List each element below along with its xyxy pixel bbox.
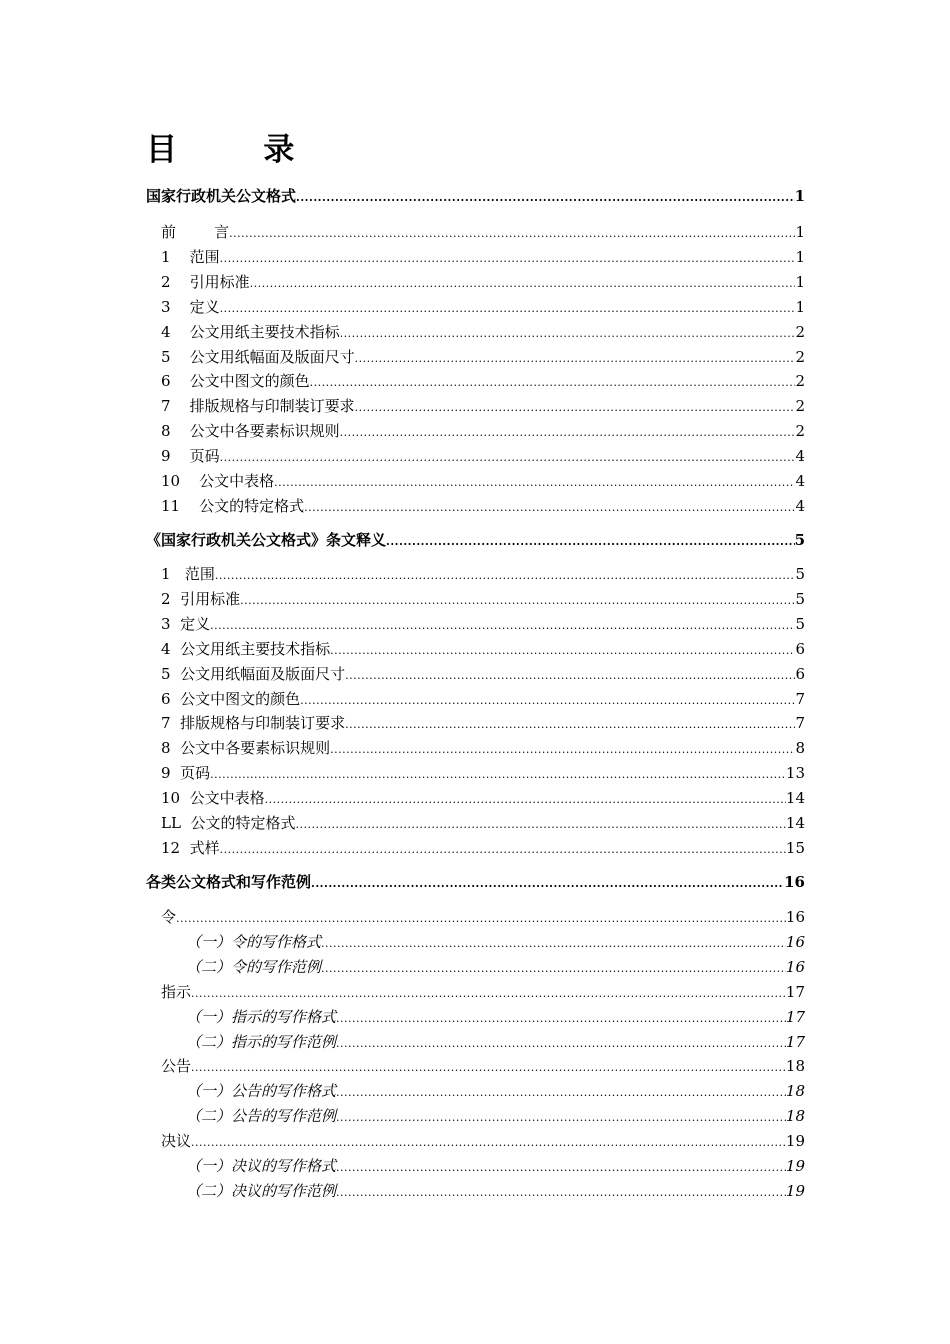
toc-page-number: 2 (795, 372, 805, 390)
toc-entry[interactable] (161, 905, 805, 929)
toc-entry-label: 1 范围 (161, 248, 220, 266)
toc-entry-label: 4 公文用纸主要技术指标 (161, 323, 340, 341)
toc-entry-label: （一）指示的写作格式 (186, 1008, 337, 1026)
toc-entry-label: 7 排版规格与印制装订要求 (161, 714, 346, 732)
toc-page-number: 13 (785, 764, 805, 782)
dot-leader (295, 813, 785, 837)
toc-entry-label: 10 公文中表格 (161, 472, 275, 490)
toc-entry-label: 决议 (161, 1132, 192, 1150)
toc-entry-label: （二）令的写作范例 (186, 958, 322, 976)
toc-entry[interactable] (161, 1054, 805, 1078)
toc-page-number: 6 (795, 665, 805, 683)
toc-page-number: 4 (795, 497, 805, 515)
toc-entry[interactable] (161, 587, 805, 611)
toc-entry-label: 2 引用标准 (161, 273, 250, 291)
dot-leader (321, 957, 786, 981)
dot-leader (220, 297, 796, 321)
dot-leader (330, 639, 795, 663)
toc-entry-label: （二）公告的写作范例 (186, 1107, 337, 1125)
toc-entry[interactable] (161, 270, 805, 294)
toc-page-number: 16 (785, 933, 805, 951)
dot-leader (386, 530, 795, 554)
dot-leader (191, 1131, 786, 1155)
toc-entry[interactable] (161, 980, 805, 1004)
toc-page-number: 2 (795, 323, 805, 341)
dot-leader (220, 247, 796, 271)
toc-entry[interactable] (161, 612, 805, 636)
toc-page-number: 4 (795, 472, 805, 490)
toc-page-number: 7 (795, 714, 805, 732)
dot-leader (220, 446, 796, 470)
toc-subentry[interactable] (186, 1104, 805, 1128)
toc-entry-label: （一）决议的写作格式 (186, 1157, 337, 1175)
toc-entry-label: 8 公文中各要素标识规则 (161, 422, 340, 440)
toc-page-number: 8 (795, 739, 805, 757)
toc-page-number: 2 (795, 397, 805, 415)
toc-entry-label: 12 式样 (161, 839, 220, 857)
toc-section-heading[interactable] (146, 870, 805, 894)
toc-entry[interactable] (161, 419, 805, 443)
toc-page-number: 18 (785, 1107, 805, 1125)
dot-leader (310, 371, 796, 395)
toc-entry-label: 1 范围 (161, 565, 215, 583)
toc-page-number: 5 (795, 590, 805, 608)
toc-page-number: 17 (785, 1033, 805, 1051)
toc-entry[interactable] (161, 369, 805, 393)
toc-page-number: 7 (795, 690, 805, 708)
toc-entry-label: 6 公文中图文的颜色 (161, 372, 310, 390)
toc-entry[interactable] (161, 295, 805, 319)
toc-page-number: 17 (785, 1008, 805, 1026)
toc-entry-label: 5 公文用纸幅面及版面尺寸 (161, 348, 355, 366)
toc-page-number: 14 (785, 789, 805, 807)
dot-leader (355, 396, 796, 420)
toc-entry[interactable] (161, 637, 805, 661)
dot-leader (321, 932, 786, 956)
toc-entry[interactable] (161, 469, 805, 493)
toc-page-number: 19 (785, 1182, 805, 1200)
dot-leader (210, 614, 795, 638)
dot-leader (304, 496, 795, 520)
toc-page-number: 16 (785, 958, 805, 976)
toc-entry[interactable] (161, 562, 805, 586)
dot-leader (311, 872, 784, 896)
toc-page-number: 1 (795, 223, 805, 241)
toc-page-number: 19 (785, 1132, 805, 1150)
toc-page-number: 1 (795, 273, 805, 291)
toc-entry[interactable] (161, 320, 805, 344)
dot-leader (240, 589, 795, 613)
dot-leader (330, 738, 795, 762)
toc-entry-label: 11 公文的特定格式 (161, 497, 305, 515)
toc-page-number: 4 (795, 447, 805, 465)
dot-leader (340, 322, 796, 346)
toc-entry[interactable] (161, 245, 805, 269)
toc-page-number: 17 (785, 983, 805, 1001)
dot-leader (336, 1032, 786, 1056)
dot-leader (340, 421, 796, 445)
dot-leader (336, 1081, 786, 1105)
toc-entry-label: 2 引用标准 (161, 590, 241, 608)
toc-subentry[interactable] (186, 930, 805, 954)
toc-subentry[interactable] (186, 1005, 805, 1029)
toc-entry-label: 前 言 (161, 223, 230, 241)
toc-entry[interactable] (161, 662, 805, 686)
toc-entry-label: 6 公文中图文的颜色 (161, 690, 301, 708)
dot-leader (210, 763, 786, 787)
toc-entry[interactable] (161, 687, 805, 711)
toc-page-number: 1 (794, 187, 805, 205)
toc-entry-label: 9 页码 (161, 447, 220, 465)
toc-page-number: 19 (785, 1157, 805, 1175)
toc-entry[interactable] (161, 711, 805, 735)
toc-page-number: 14 (785, 814, 805, 832)
dot-leader (176, 907, 786, 931)
toc-entry-label: （二）决议的写作范例 (186, 1182, 337, 1200)
toc-entry-label: 9 页码 (161, 764, 211, 782)
toc-entry-label: 7 排版规格与印制装订要求 (161, 397, 355, 415)
toc-entry-label: 5 公文用纸幅面及版面尺寸 (161, 665, 346, 683)
toc-page-number: 15 (785, 839, 805, 857)
toc-entry[interactable] (161, 736, 805, 760)
toc-entry-label: 《国家行政机关公文格式》条文释义 (146, 531, 387, 549)
toc-entry[interactable] (161, 811, 805, 835)
toc-page-number: 5 (795, 615, 805, 633)
dot-leader (355, 347, 796, 371)
toc-entry[interactable] (161, 394, 805, 418)
toc-section-heading[interactable] (146, 184, 805, 208)
toc-entry-label: 3 定义 (161, 615, 211, 633)
toc-entry-label: 各类公文格式和写作范例 (146, 873, 312, 891)
toc-subentry[interactable] (186, 1154, 805, 1178)
dot-leader (191, 982, 786, 1006)
toc-page-number: 2 (795, 422, 805, 440)
toc-entry-label: LL 公文的特定格式 (161, 814, 296, 832)
toc-page-number: 5 (794, 531, 805, 549)
dot-leader (345, 664, 795, 688)
toc-title: 目 录 (146, 132, 295, 168)
dot-leader (300, 689, 795, 713)
toc-section-heading[interactable] (146, 528, 805, 552)
toc-entry[interactable] (161, 761, 805, 785)
toc-entry-label: 3 定义 (161, 298, 220, 316)
dot-leader (229, 222, 795, 246)
toc-page-number: 5 (795, 565, 805, 583)
toc-entry-label: 8 公文中各要素标识规则 (161, 739, 331, 757)
toc-entry[interactable] (161, 494, 805, 518)
dot-leader (336, 1106, 786, 1130)
toc-entry-label: 国家行政机关公文格式 (146, 187, 297, 205)
toc-page-number: 6 (795, 640, 805, 658)
toc-entry[interactable] (161, 444, 805, 468)
toc-entry-label: 令 (161, 908, 177, 926)
dot-leader (274, 471, 795, 495)
toc-entry[interactable] (161, 345, 805, 369)
toc-subentry[interactable] (186, 1179, 805, 1203)
dot-leader (220, 838, 786, 862)
toc-entry-label: （一）公告的写作格式 (186, 1082, 337, 1100)
toc-page-number: 1 (795, 298, 805, 316)
toc-entry[interactable] (161, 220, 805, 244)
toc-entry-label: 公告 (161, 1057, 192, 1075)
dot-leader (336, 1181, 786, 1205)
toc-page-number: 18 (785, 1082, 805, 1100)
toc-page-number: 16 (785, 908, 805, 926)
toc-page-number: 18 (785, 1057, 805, 1075)
toc-page-number: 1 (795, 248, 805, 266)
toc-subentry[interactable] (186, 1030, 805, 1054)
dot-leader (336, 1007, 786, 1031)
toc-entry-label: 指示 (161, 983, 192, 1001)
toc-page-number: 16 (784, 873, 805, 891)
toc-entry-label: （二）指示的写作范例 (186, 1033, 337, 1051)
dot-leader (265, 788, 786, 812)
toc-entry-label: 10 公文中表格 (161, 789, 265, 807)
dot-leader (215, 564, 796, 588)
dot-leader (336, 1156, 786, 1180)
toc-page-number: 2 (795, 348, 805, 366)
toc-entry-label: 4 公文用纸主要技术指标 (161, 640, 331, 658)
dot-leader (345, 713, 795, 737)
dot-leader (250, 272, 796, 296)
dot-leader (296, 186, 795, 210)
toc-entry[interactable] (161, 836, 805, 860)
dot-leader (191, 1056, 786, 1080)
toc-subentry[interactable] (186, 1079, 805, 1103)
toc-entry-label: （一）令的写作格式 (186, 933, 322, 951)
toc-entry[interactable] (161, 786, 805, 810)
toc-entry[interactable] (161, 1129, 805, 1153)
toc-subentry[interactable] (186, 955, 805, 979)
